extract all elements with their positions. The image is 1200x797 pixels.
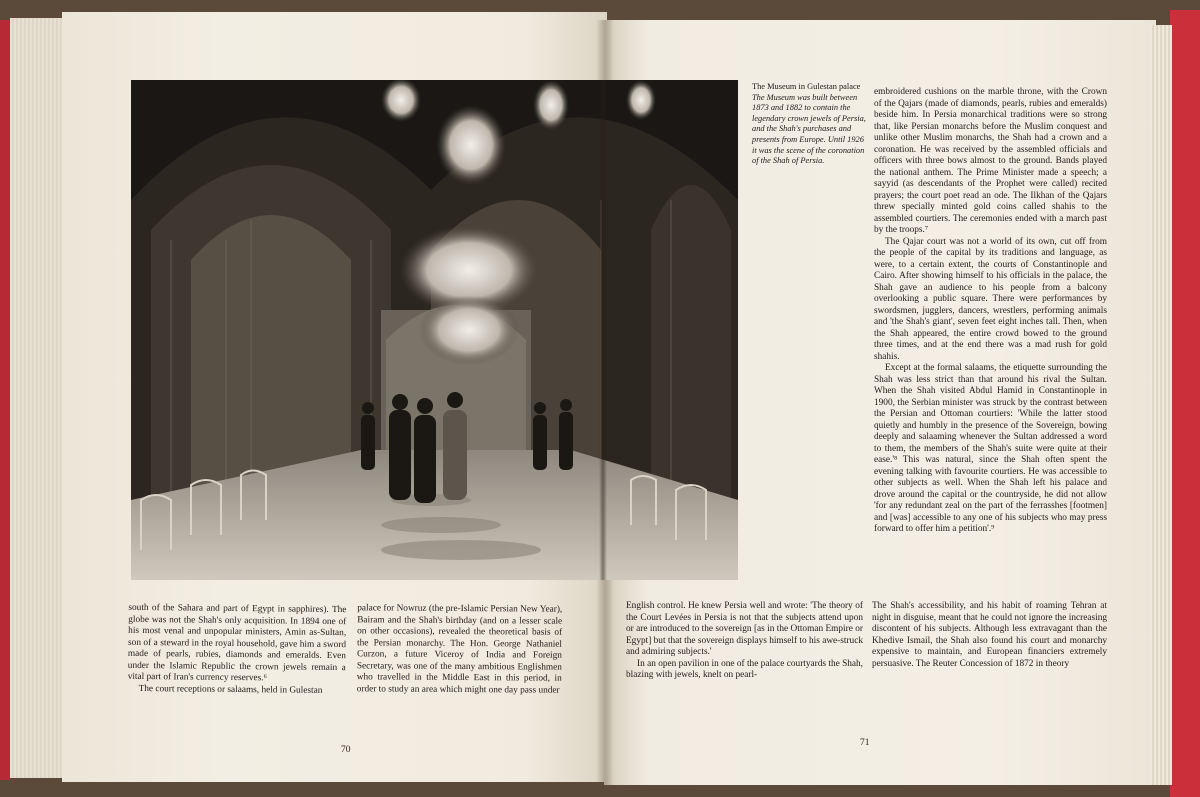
paragraph: The Qajar court was not a world of its own, cut off from the people of the capital by its traditions and language, as were, to a certain extent, the courts of Constantinople and Cairo. After showing himself to his officials in the palace, the Shah gave an audience to his people from a balcony overlooking a public square. There were performances by swordsmen, jugglers, dancers, wrestlers, performing animals and 'the Shah's giant', seven feet eight inches tall. Then, when the Shah appeared, the entire crowd bowed to the ground three times, and at the end there was a mad rush for gold shahis. (874, 236, 1107, 362)
page-number-right: 71 (860, 738, 870, 748)
caption-title: The Museum in Gulestan palace (752, 82, 861, 91)
right-page-text-column-1 (626, 601, 863, 682)
page-stack-left (10, 18, 70, 778)
photograph-illustration (131, 80, 738, 580)
caption-body: The Museum was built between 1873 and 1882 to contain the legendary crown jewels of Persia, and the Shah's purchases and presents from Europe. Until 1926 it was the scene of the coronation of the Shah of Persia. (752, 92, 866, 166)
paragraph: The court receptions or salaams, held in Gulestan (138, 683, 323, 696)
paragraph: embroidered cushions on the marble throne, with the Crown of the Qajars (made of diamonds, pearls, rubies and emeralds) beside him. In Persia monarchical traditions were so strong that, like Persian monarchs before the Muslim conquest and unlike other Muslim monarchs, the Shah had a crown and a coronation. He was received by the assembled officials and officers with three bows almost to the ground. Bands played the national anthem. The Prime Minister made a speech; a sayyid (as descendants of the Prophet were called) recited prayers; the court poet read an ode. The Ilkhan of the Qajars threw specially minted gold coins called shahis to the assembled courtiers. The ceremonies ended with a march past by the troops.⁷ (874, 87, 1107, 235)
paragraph: English control. He knew Persia well and wrote: 'The theory of the Court Levées in Persia is not that the subjects attend upon or are introduced to the sovereign [as in the Ottoman Empire or Egypt] but that the sovereign displays himself to his awe-struck and admiring subjects.' (626, 601, 863, 657)
book-cover-left-edge (0, 20, 10, 780)
left-page-text-column-1 (128, 603, 347, 697)
photo-gutter-shadow (599, 80, 607, 580)
paragraph: The Shah's accessibility, and his habit of roaming Tehran at night in disguise, meant that he could not ignore the increasing discontent of his subjects. Although less extravagant than the Khedive Ismail, the Shah also found his court and monarchy expensive to maintain, and European financiers extremely persuasive. The Reuter Concession of 1872 in theory (872, 601, 1107, 669)
right-page-text-column-2 (872, 601, 1107, 670)
left-page-text-column-2 (357, 603, 563, 696)
museum-hall-photograph (131, 80, 738, 580)
book-cover-right-edge (1170, 10, 1200, 797)
page-number-left: 70 (341, 745, 351, 755)
paragraph: palace for Nowruz (the pre-Islamic Persian New Year), Bairam and the Shah's birthday (and on a lesser scale on other occasions), revealed the theoretical basis of the Persian monarchy. The Hon. George Nathaniel Curzon, a future Viceroy of India and Foreign Secretary, was one of the many ambitious Englishmen who travelled in the Middle East in this period, in order to study an area which might one day pass under (356, 603, 563, 696)
paragraph: Except at the formal salaams, the etiquette surrounding the Shah was less strict than that around his rival the Sultan. When the Shah visited Abdul Hamid in Constantinople in 1900, the Serbian minister was struck by the contrast between the Persian and Ottoman courtiers: 'While the latter stood quietly and humbly in the presence of the Sovereign, bowing deeply and salaaming whenever the Sultan addressed a word to them, the members of the Shah's suite were quite at their ease.'⁸ This was natural, since the Shah often spent the evening talking with favourite courtiers. He was accessible to other subjects as well. When the Shah left his palace and drove around the capital or the countryside, he did not allow 'for any redundant zeal on the part of the ferrasshes [footmen] and [was] accessible to any one of his subjects who may press forward to offer him a petition'.⁹ (874, 363, 1107, 534)
photo-caption (752, 82, 870, 167)
page-stack-right (1150, 25, 1172, 785)
right-page-text-column-top (874, 87, 1107, 536)
paragraph: In an open pavilion in one of the palace courtyards the Shah, blazing with jewels, knelt on pearl- (626, 658, 863, 680)
paragraph: south of the Sahara and part of Egypt in sapphires). The globe was not the Shah's only acquisition. In 1894 one of his most venal and unpopular ministers, Amin as-Sultan, son of a steward in the royal household, gave him a sword made of pearls, rubies, diamonds and emeralds. Even under the Islamic Republic the crown jewels remain a vital part of Iran's currency reserves.⁶ (127, 602, 347, 684)
